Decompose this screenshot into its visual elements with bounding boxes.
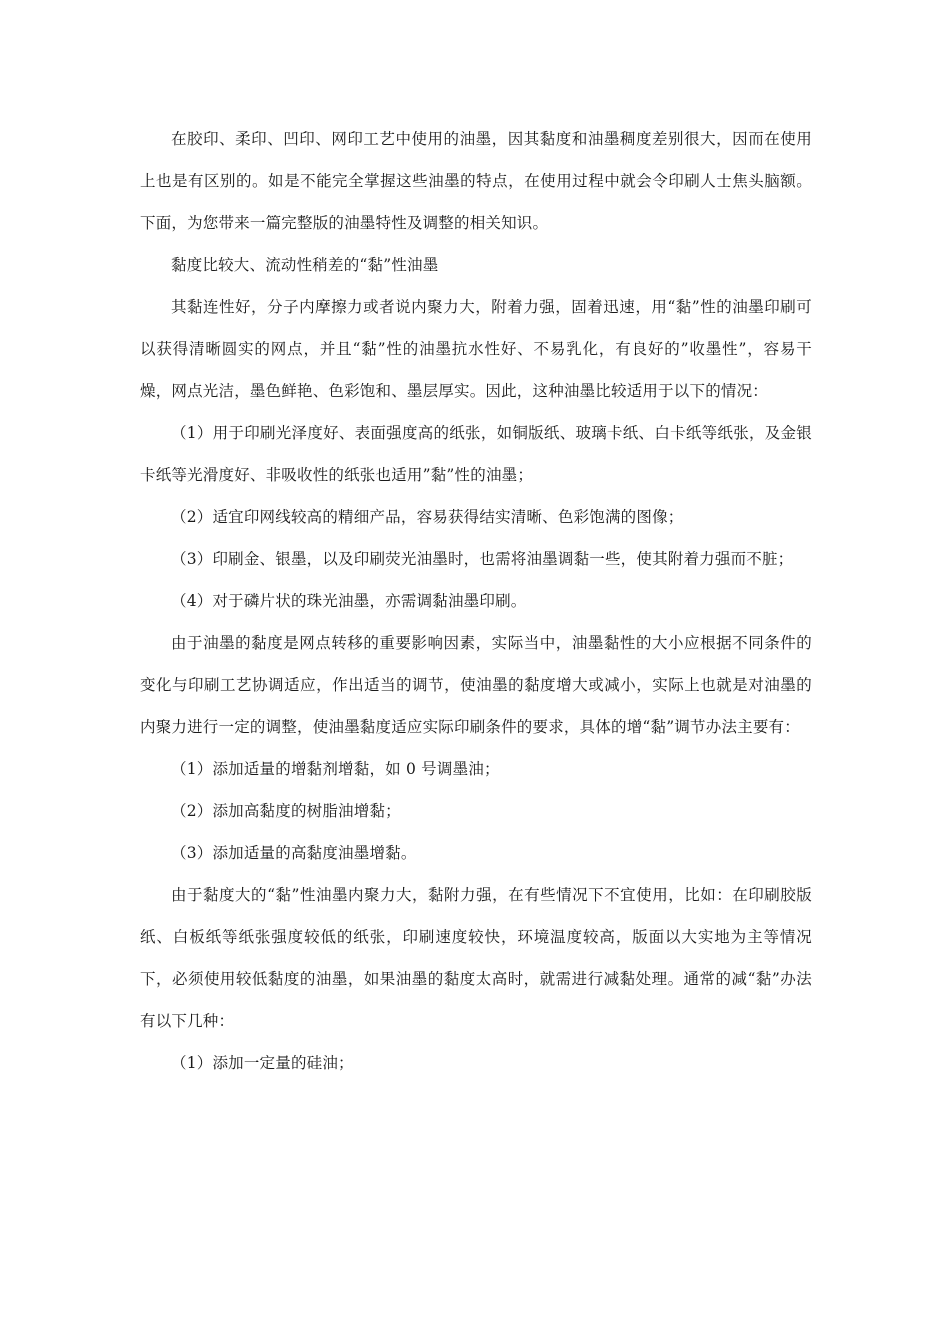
sticky-properties-paragraph: 其黏连性好，分子内摩擦力或者说内聚力大，附着力强，固着迅速，用“黏”性的油墨印刷可以获得清晰圆实的网点，并且“黏”性的油墨抗水性好、不易乳化，有良好的”收墨性”，容易干燥，网点光洁，墨色鲜艳、色彩饱和、墨层厚实。因此，这种油墨比较适用于以下的情况：: [140, 298, 812, 400]
use-item-3: （3）印刷金、银墨，以及印刷荧光油墨时，也需将油墨调黏一些，使其附着力强而不脏；: [171, 550, 794, 568]
intro-paragraph: 在胶印、柔印、凹印、网印工艺中使用的油墨，因其黏度和油墨稠度差别很大，因而在使用上也是有区别的。如是不能完全掌握这些油墨的特点，在使用过程中就会令印刷人士焦头脑额。下面，为您带来一篇完整版的油墨特性及调整的相关知识。: [140, 130, 812, 232]
use-item-2: （2）适宜印网线较高的精细产品，容易获得结实清晰、色彩饱满的图像；: [171, 508, 684, 526]
reduce-item-1: （1）添加一定量的硅油；: [171, 1054, 354, 1072]
increase-item-1: （1）添加适量的增黏剂增黏，如 0 号调墨油；: [171, 760, 500, 778]
document-page: [140, 118, 812, 1084]
adjust-intro-paragraph: 由于油墨的黏度是网点转移的重要影响因素，实际当中，油墨黏性的大小应根据不同条件的变化与印刷工艺协调适应，作出适当的调节，使油墨的黏度增大或减小，实际上也就是对油墨的内聚力进行一定的调整，使油墨黏度适应实际印刷条件的要求，具体的增“黏”调节办法主要有：: [140, 634, 812, 736]
increase-item-2: （2）添加高黏度的树脂油增黏；: [171, 802, 401, 820]
section-heading-sticky-ink: 黏度比较大、流动性稍差的“黏”性油墨: [171, 256, 439, 274]
reduce-intro-paragraph: 由于黏度大的“黏”性油墨内聚力大，黏附力强，在有些情况下不宜使用，比如：在印刷胶版纸、白板纸等纸张强度较低的纸张，印刷速度较快，环境温度较高，版面以大实地为主等情况下，必须使用较低黏度的油墨，如果油墨的黏度太高时，就需进行减黏处理。通常的减“黏”办法有以下几种：: [140, 886, 812, 1030]
increase-item-3: （3）添加适量的高黏度油墨增黏。: [171, 844, 417, 862]
use-item-4: （4）对于磷片状的珠光油墨，亦需调黏油墨印刷。: [171, 592, 527, 610]
use-item-1: （1）用于印刷光泽度好、表面强度高的纸张，如铜版纸、玻璃卡纸、白卡纸等纸张，及金银卡纸等光滑度好、非吸收性的纸张也适用”黏”性的油墨；: [140, 424, 812, 484]
